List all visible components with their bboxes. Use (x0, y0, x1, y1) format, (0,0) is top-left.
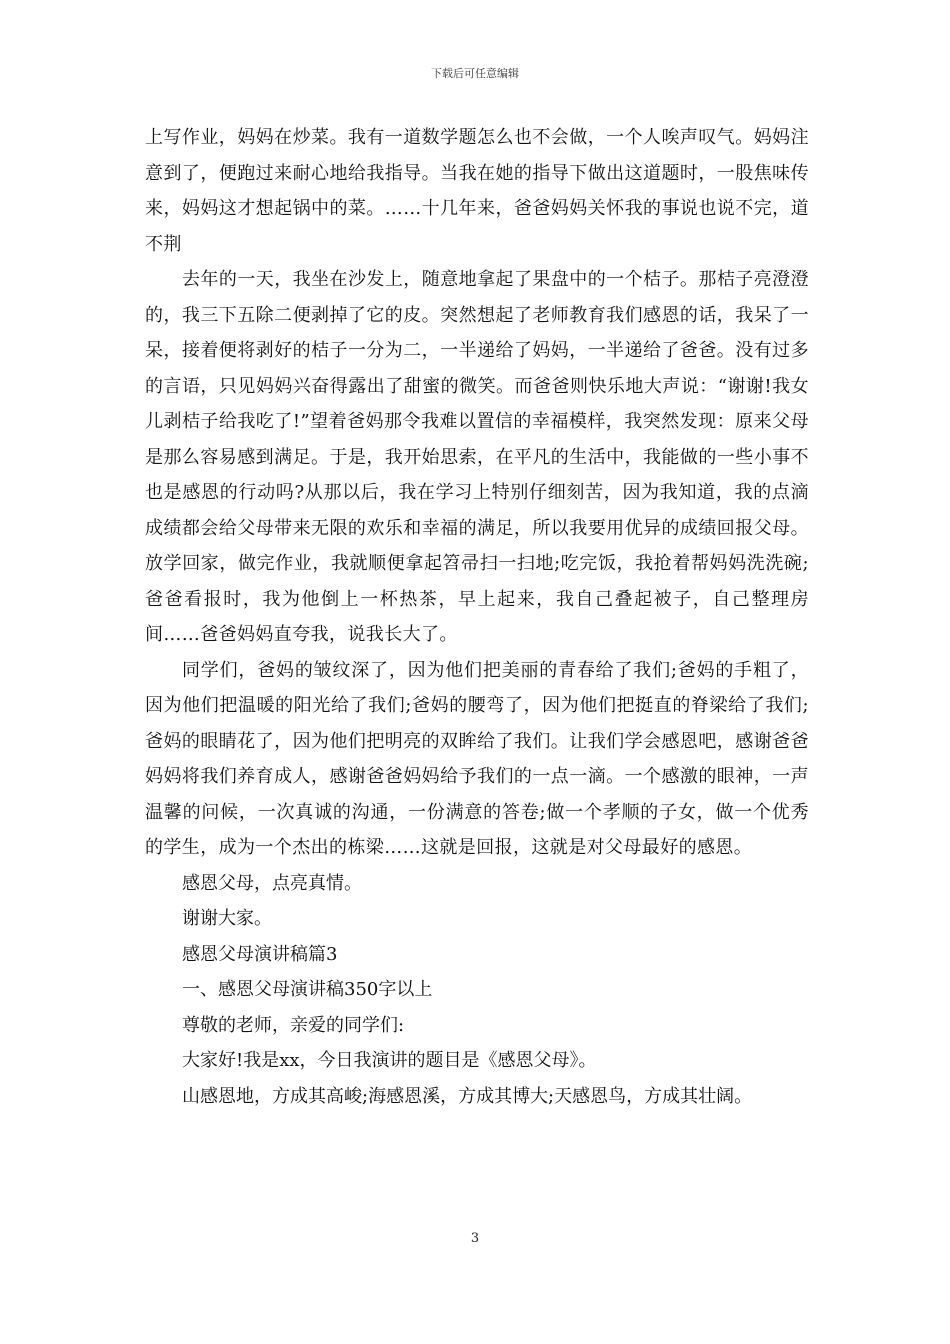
line-greeting: 大家好!我是xx，今日我演讲的题目是《感恩父母》。 (182, 1050, 597, 1071)
page-number: 3 (470, 1231, 480, 1246)
paragraph-classmates: 同学们，爸妈的皱纹深了，因为他们把美丽的青春给了我们;爸妈的手粗了，因为他们把温暖的阳光给了我们;爸妈的腰弯了，因为他们把挺直的脊梁给了我们;爸妈的眼睛花了，因为他们把明亮的双眸给了我们。让我们学会感恩吧，感谢爸爸妈妈将我们养育成人，感谢爸爸妈妈给予我们的一点一滴。一个感激的眼神，一声温馨的问候，一次真诚的沟通，一份满意的答卷;做一个孝顺的子女，做一个优秀的学生，成为一个杰出的栋梁……这就是回报，这就是对父母最好的感恩。 (145, 659, 809, 858)
document-body (145, 120, 809, 1114)
paragraph-orange-story: 去年的一天，我坐在沙发上，随意地拿起了果盘中的一个桔子。那桔子亮澄澄的，我三下五除二便剥掉了它的皮。突然想起了老师教育我们感恩的话，我呆了一呆，接着便将剥好的桔子一分为二，一半递给了妈妈，一半递给了爸爸。没有过多的言语，只见妈妈兴奋得露出了甜蜜的微笑。而爸爸则快乐地大声说：“谢谢!我女儿剥桔子给我吃了!”望着爸妈那令我难以置信的幸福模样，我突然发现：原来父母是那么容易感到满足。于是，我开始思索，在平凡的生活中，我能做的一些小事不也是感恩的行动吗?从那以后，我在学习上特别仔细刻苦，因为我知道，我的点滴成绩都会给父母带来无限的欢乐和幸福的满足，所以我要用优异的成绩回报父母。放学回家，做完作业，我就顺便拿起笤帚扫一扫地;吃完饭，我抢着帮妈妈洗洗碗;爸爸看报时，我为他倒上一杯热茶，早上起来，我自己叠起被子，自己整理房间……爸爸妈妈直夸我，说我长大了。 (145, 269, 809, 645)
section-heading: 感恩父母演讲稿篇3 (182, 943, 338, 965)
line-salutation: 尊敬的老师，亲爱的同学们: (182, 1014, 405, 1036)
page-header: 下载后可任意编辑 (431, 67, 519, 80)
line-opening: 山感恩地，方成其高峻;海感恩溪，方成其博大;天感恩鸟，方成其壮阔。 (182, 1085, 753, 1107)
line-thanks: 谢谢大家。 (182, 908, 272, 929)
paragraph-continuation: 上写作业，妈妈在炒菜。我有一道数学题怎么也不会做，一个人唉声叹气。妈妈注意到了，便跑过来耐心地给我指导。当我在她的指导下做出这道题时，一股焦味传来，妈妈这才想起锅中的菜。……十几年来，爸爸妈妈关怀我的事说也说不完，道不荆 (145, 127, 809, 255)
subsection-heading: 一、感恩父母演讲稿350字以上 (182, 979, 433, 1000)
line-closing-phrase: 感恩父母，点亮真情。 (182, 872, 362, 894)
